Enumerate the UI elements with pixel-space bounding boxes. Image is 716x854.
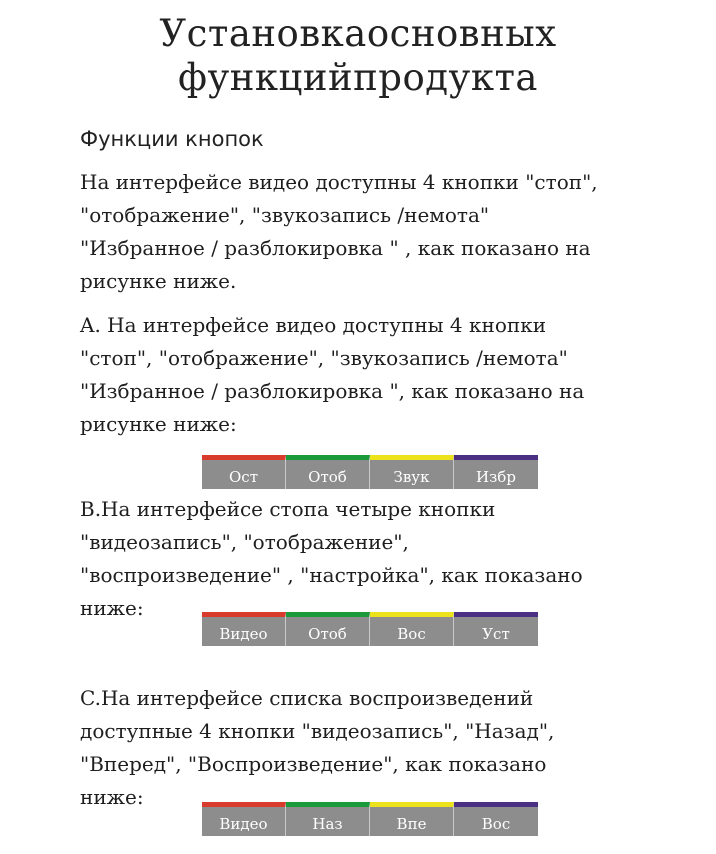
section-a-line: "Избранное / разблокировка ", как показано на	[80, 379, 585, 403]
video-interface-button-bar	[202, 455, 538, 489]
section-b-line: "воспроизведение" , "настройка", как показано	[80, 563, 583, 587]
intro-line: "Избранное / разблокировка " , как показано на	[80, 236, 591, 260]
playlist-interface-button-bar	[202, 802, 538, 836]
intro-line: "отображение", "звукозапись /немота"	[80, 203, 490, 227]
intro-line: рисунке ниже.	[80, 269, 237, 293]
forward-button[interactable]: Впе	[370, 802, 454, 836]
video-record-button[interactable]: Видео	[202, 612, 286, 646]
playback-button[interactable]: Вос	[454, 802, 538, 836]
section-a-paragraph	[80, 309, 700, 441]
back-button[interactable]: Наз	[286, 802, 370, 836]
display-button[interactable]: Отоб	[286, 455, 370, 489]
section-b-line: ниже:	[80, 596, 144, 620]
sound-button[interactable]: Звук	[370, 455, 454, 489]
page-title-line-2: функцийпродукта	[178, 56, 538, 99]
section-a-line: A. На интерфейсе видео доступны 4 кнопки	[80, 313, 547, 337]
section-b-line: "видеозапись", "отображение",	[80, 530, 409, 554]
stop-interface-button-bar	[202, 612, 538, 646]
section-c-line: доступные 4 кнопки "видеозапись", "Назад",	[80, 719, 555, 743]
page-title-line-1: Установкаосновных	[159, 12, 557, 55]
settings-button[interactable]: Уст	[454, 612, 538, 646]
display-button[interactable]: Отоб	[286, 612, 370, 646]
section-heading: Функции кнопок	[80, 127, 264, 151]
section-a-line: "стоп", "отображение", "звукозапись /немота"	[80, 346, 568, 370]
intro-line: На интерфейсе видео доступны 4 кнопки "стоп",	[80, 170, 598, 194]
section-c-line: ниже:	[80, 785, 144, 809]
intro-paragraph	[80, 166, 700, 298]
section-b-line: B.На интерфейсе стопа четыре кнопки	[80, 497, 496, 521]
section-c-line: C.На интерфейсе списка воспроизведений	[80, 686, 534, 710]
section-c-line: "Вперед", "Воспроизведение", как показано	[80, 752, 547, 776]
section-c-paragraph	[80, 682, 700, 814]
playback-button[interactable]: Вос	[370, 612, 454, 646]
stop-button[interactable]: Ост	[202, 455, 286, 489]
section-a-line: рисунке ниже:	[80, 412, 237, 436]
favorite-button[interactable]: Избр	[454, 455, 538, 489]
section-b-paragraph	[80, 493, 700, 625]
video-record-button[interactable]: Видео	[202, 802, 286, 836]
